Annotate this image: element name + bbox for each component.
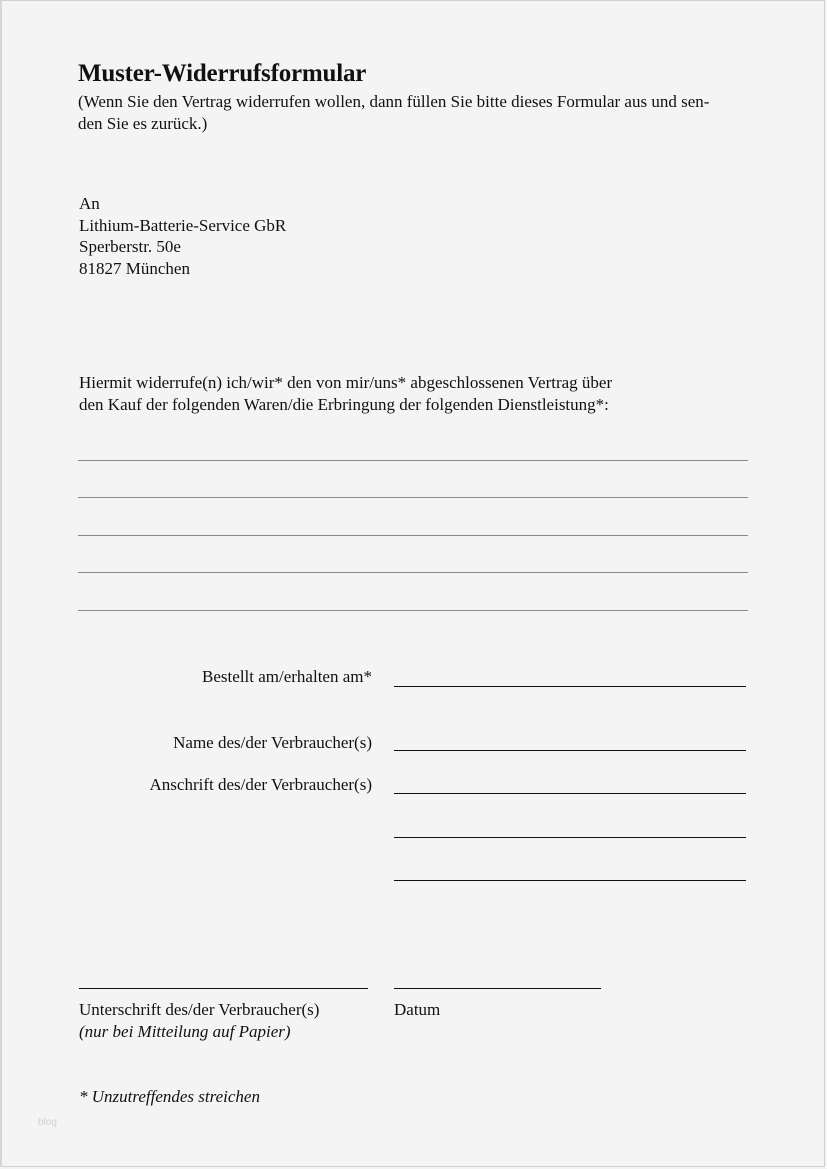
- consumer-address-field-2[interactable]: [394, 837, 746, 838]
- instructions-line-1: (Wenn Sie den Vertrag widerrufen wollen, dann füllen Sie bitte dieses Formular aus und sen-: [78, 92, 710, 111]
- recipient-company: Lithium-Batterie-Service GbR: [79, 215, 287, 235]
- consumer-name-label: Name des/der Verbraucher(s): [173, 733, 372, 752]
- recipient-street: Sperberstr. 50e: [79, 237, 181, 256]
- instructions-line-2: den Sie es zurück.): [78, 114, 208, 133]
- date-field[interactable]: [394, 988, 601, 989]
- recipient-salutation: An: [79, 194, 100, 213]
- date-label: Datum: [394, 1000, 441, 1019]
- footnote: * Unzutreffendes streichen: [79, 1087, 260, 1106]
- goods-entry-line-1[interactable]: [78, 460, 748, 461]
- consumer-name-field[interactable]: [394, 750, 746, 751]
- ordered-received-label: Bestellt am/erhalten am*: [202, 667, 372, 686]
- goods-entry-line-4[interactable]: [78, 572, 748, 573]
- declaration-line-2: den Kauf der folgenden Waren/die Erbringung der folgenden Dienstleistung*:: [79, 394, 609, 414]
- recipient-address: [79, 193, 286, 279]
- signature-label: Unterschrift des/der Verbraucher(s): [79, 1000, 320, 1019]
- signature-label-block: [79, 999, 319, 1043]
- form-title: Muster-Widerrufsformular: [78, 60, 367, 87]
- goods-entry-line-3[interactable]: [78, 535, 748, 536]
- declaration-line-1: Hiermit widerrufe(n) ich/wir* den von mir/uns* abgeschlossenen Vertrag über: [79, 373, 613, 392]
- consumer-address-field-3[interactable]: [394, 880, 746, 881]
- signature-note: (nur bei Mitteilung auf Papier): [79, 1022, 291, 1041]
- form-instructions: [78, 91, 758, 135]
- withdrawal-declaration: [79, 372, 612, 415]
- recipient-city: 81827 München: [79, 258, 190, 278]
- watermark-text: blog: [38, 1117, 57, 1128]
- goods-entry-line-5[interactable]: [78, 610, 748, 611]
- consumer-address-field-1[interactable]: [394, 793, 746, 794]
- signature-field[interactable]: [79, 988, 368, 989]
- consumer-address-label: Anschrift des/der Verbraucher(s): [149, 775, 372, 794]
- ordered-received-field[interactable]: [394, 686, 746, 687]
- goods-entry-line-2[interactable]: [78, 497, 748, 498]
